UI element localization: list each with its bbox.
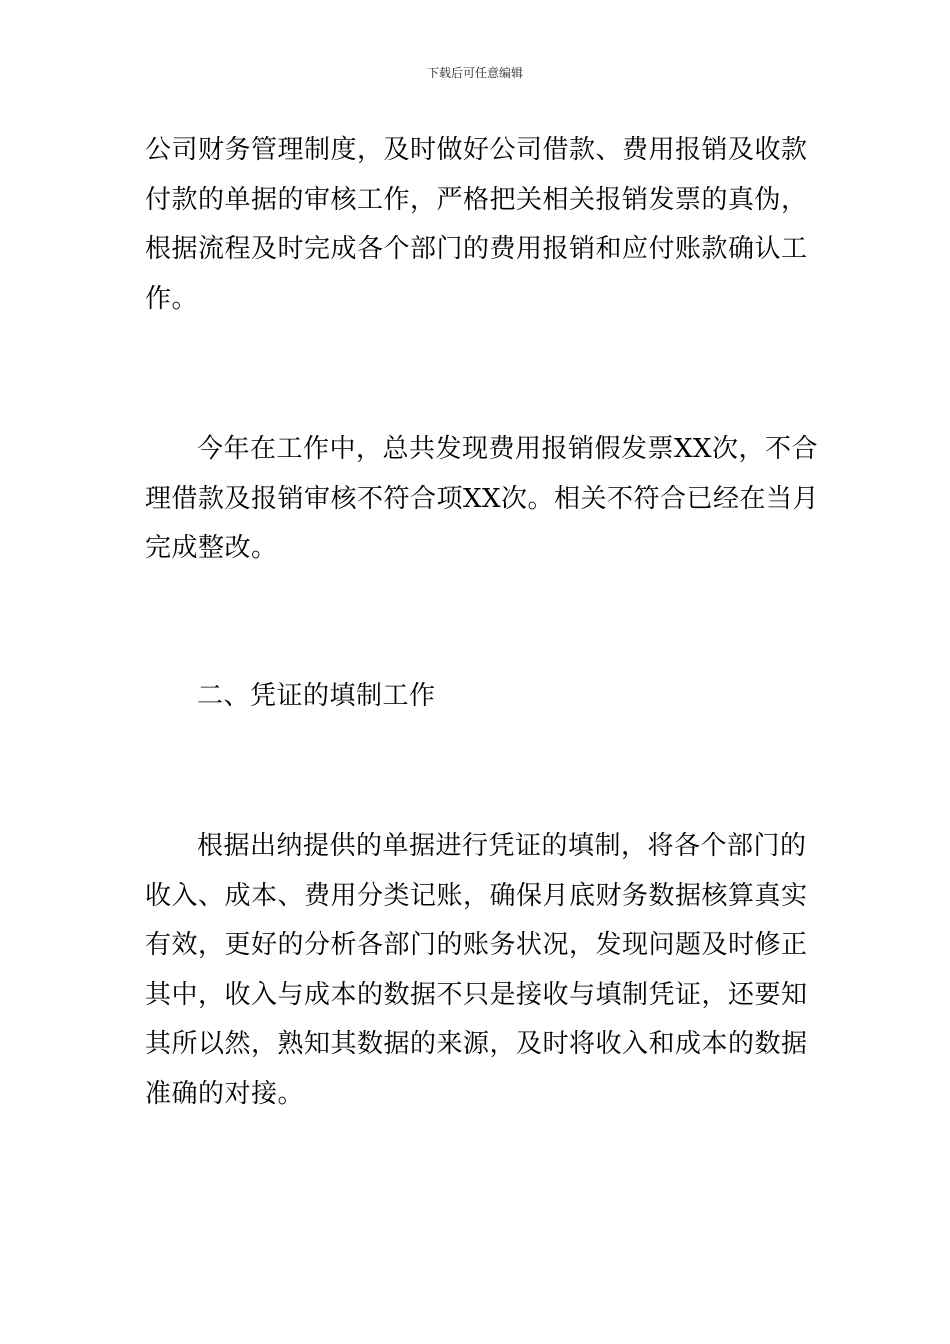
heading-text: 二、凭证的填制工作 (197, 681, 436, 711)
text-line: 其所以然，熟知其数据的来源，及时将收入和成本的数据 (145, 1029, 808, 1059)
page-header: 下载后可任意编辑 (426, 66, 523, 80)
text-line: 公司财务管理制度，及时做好公司借款、费用报销及收款 (145, 135, 808, 165)
text-line: 其中，收入与成本的数据不只是接收与填制凭证，还要知 (145, 979, 808, 1010)
paragraph-voucher-filling (145, 822, 807, 1119)
section-heading-voucher (145, 672, 807, 722)
paragraph-annual-findings (145, 425, 820, 574)
paragraph-expense-review (145, 126, 807, 324)
text-line: 完成整改。 (145, 533, 278, 563)
text-line: 今年在工作中，总共发现费用报销假发票XX次，不合 (197, 434, 819, 464)
text-line: 根据流程及时完成各个部门的费用报销和应付账款确认工 (145, 234, 808, 264)
text-line: 作。 (145, 283, 199, 314)
text-line: 理借款及报销审核不符合项XX次。相关不符合已经在当月 (145, 483, 820, 514)
text-line: 收入、成本、费用分类记账，确保月底财务数据核算真实 (145, 880, 808, 911)
text-line: 准确的对接。 (145, 1078, 305, 1109)
text-line: 付款的单据的审核工作，严格把关相关报销发票的真伪， (145, 184, 808, 215)
text-line: 有效，更好的分析各部门的账务状况，发现问题及时修正 (145, 930, 808, 960)
text-line: 根据出纳提供的单据进行凭证的填制，将各个部门的 (197, 831, 807, 861)
